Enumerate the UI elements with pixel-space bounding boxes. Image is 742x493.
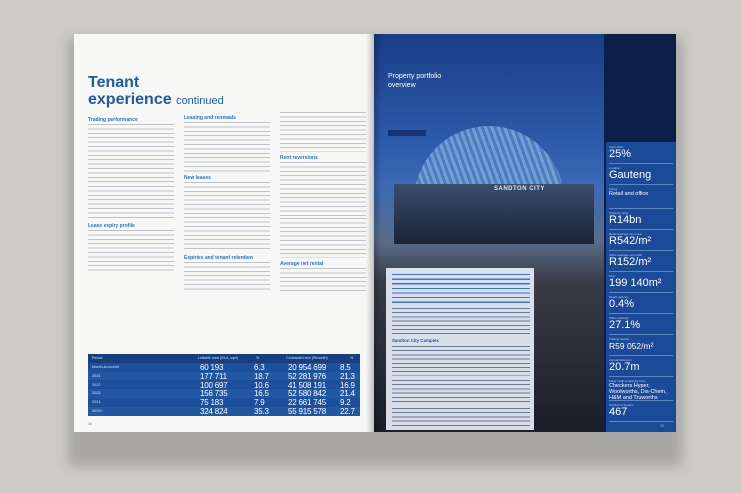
table-row bbox=[88, 372, 360, 381]
page-title bbox=[88, 74, 224, 110]
body-text-block bbox=[184, 262, 270, 292]
stat-label: Retail vacancy bbox=[609, 295, 629, 299]
section-title-line-1: Property portfolio bbox=[388, 73, 442, 80]
rent-cell: 52 281 976 bbox=[288, 371, 327, 381]
stat-divider bbox=[609, 355, 673, 356]
gla-cell: 100 697 bbox=[200, 380, 228, 390]
stat-label: Annual footcount bbox=[609, 358, 632, 362]
intro-panel bbox=[386, 268, 534, 430]
table-row bbox=[88, 398, 360, 407]
body-text-block bbox=[88, 124, 174, 184]
stat-label: Number of tenants bbox=[609, 403, 634, 407]
period-cell: 2024 bbox=[92, 400, 101, 405]
table-row bbox=[88, 363, 360, 372]
stat-value: R152/m² bbox=[609, 256, 652, 268]
stat-divider bbox=[609, 292, 673, 293]
heading-rent-reversions: Rent reversions bbox=[280, 155, 318, 161]
rent-cell: 55 915 578 bbox=[288, 407, 327, 416]
column-3 bbox=[280, 112, 366, 294]
column-1 bbox=[88, 114, 174, 276]
stat-value: 25% bbox=[609, 148, 632, 160]
body-text-block bbox=[280, 112, 366, 152]
period-cell: 2021 bbox=[92, 373, 101, 378]
right-page bbox=[374, 34, 676, 432]
stat-label: Office vacancy bbox=[609, 316, 629, 320]
section-title-line-2: overview bbox=[388, 82, 416, 89]
stat-label: Sector bbox=[609, 187, 618, 191]
title-line-1: Tenant bbox=[88, 74, 140, 91]
stat-value: 199 140m² bbox=[609, 277, 662, 289]
gla-cell: 60 193 bbox=[200, 363, 224, 372]
stat-value: Checkers Hyper, Woolworths, Dis-Chem, H&M and Truworths bbox=[609, 383, 667, 401]
stat-value: 20.7m bbox=[609, 361, 640, 373]
body-text-block bbox=[392, 308, 530, 334]
rent-cell: 20 954 699 bbox=[288, 363, 327, 372]
stat-label: Property value bbox=[609, 211, 629, 215]
gla-pct-cell: 18.7 bbox=[254, 371, 269, 381]
page-number: 34 bbox=[88, 422, 92, 426]
stat-divider bbox=[609, 313, 673, 314]
lease-expiry-table bbox=[88, 354, 360, 416]
stat-value: R542/m² bbox=[609, 235, 652, 247]
title-line-2: experience bbox=[88, 91, 172, 108]
heading-trading: Trading performance bbox=[88, 117, 138, 123]
table-header bbox=[88, 354, 360, 363]
rent-cell: 41 508 191 bbox=[288, 380, 327, 390]
gla-cell: 156 735 bbox=[200, 389, 228, 399]
intro-text-block bbox=[392, 274, 530, 304]
period-cell: Month-to-month bbox=[92, 365, 119, 369]
gla-pct-cell: 7.9 bbox=[254, 398, 265, 408]
body-text-block bbox=[392, 408, 530, 426]
heading-expiries: Expiries and tenant retention bbox=[184, 255, 253, 261]
gla-cell: 324 824 bbox=[200, 407, 228, 416]
stat-label: Office average net rental bbox=[609, 253, 642, 257]
stat-label: Ownership bbox=[609, 145, 624, 149]
stat-value: Gauteng bbox=[609, 169, 652, 181]
body-text-block bbox=[88, 230, 174, 274]
table-row bbox=[88, 381, 360, 390]
table-row bbox=[88, 407, 360, 416]
table-row bbox=[88, 389, 360, 398]
property-stats-panel bbox=[606, 142, 676, 432]
title-banner bbox=[388, 130, 426, 136]
header-pct-rent: % bbox=[350, 356, 354, 360]
body-text-block bbox=[280, 268, 366, 292]
column-2 bbox=[184, 112, 270, 294]
rent-pct-cell: 8.5 bbox=[340, 363, 351, 372]
gla-cell: 177 711 bbox=[200, 371, 227, 381]
complex-heading: Sandton City Complex bbox=[392, 338, 439, 343]
body-text-block bbox=[88, 186, 174, 220]
stat-value: 27.1% bbox=[609, 319, 641, 331]
gla-pct-cell: 16.5 bbox=[254, 389, 269, 399]
body-text-block bbox=[184, 122, 270, 172]
stat-value: 467 bbox=[609, 406, 628, 418]
heading-lease-expiry: Lease expiry profile bbox=[88, 223, 135, 229]
section-title bbox=[388, 72, 441, 90]
rent-cell: 22 661 745 bbox=[288, 398, 327, 408]
page-number: 35 bbox=[660, 424, 664, 428]
header-period: Period bbox=[92, 356, 103, 360]
gla-pct-cell: 6.3 bbox=[254, 363, 265, 372]
stat-divider bbox=[609, 421, 673, 422]
gla-pct-cell: 10.6 bbox=[254, 380, 269, 390]
rent-pct-cell: 9.2 bbox=[340, 398, 351, 408]
stat-label: Major retail tenants by GLA bbox=[609, 379, 646, 383]
stat-label: Trading density bbox=[609, 337, 630, 341]
stat-value: R59 052/m² bbox=[609, 341, 654, 351]
heading-new-leases: New leases bbox=[184, 175, 211, 181]
stat-value: R14bn bbox=[609, 214, 642, 226]
stat-value: 0.4% bbox=[609, 298, 635, 310]
gla-pct-cell: 35.3 bbox=[254, 407, 269, 416]
building-sign: SANDTON CITY bbox=[494, 186, 545, 192]
stat-label: Location bbox=[609, 166, 621, 170]
rent-pct-cell: 21.4 bbox=[340, 389, 355, 399]
period-cell: 2022 bbox=[92, 382, 101, 387]
rent-pct-cell: 22.7 bbox=[340, 407, 355, 416]
stat-divider bbox=[609, 334, 673, 335]
stat-divider bbox=[609, 271, 673, 272]
stat-divider bbox=[609, 163, 673, 164]
title-continued: continued bbox=[176, 95, 224, 107]
header-rent: Contracted rent (R/month) bbox=[286, 356, 328, 360]
heading-leasing: Leasing and renewals bbox=[184, 115, 236, 121]
rent-cell: 52 580 842 bbox=[288, 389, 327, 399]
heading-average-rental: Average net rental bbox=[280, 261, 324, 267]
body-text-block bbox=[392, 346, 530, 376]
stat-label: GLA bbox=[609, 274, 616, 278]
building-facade bbox=[394, 184, 594, 244]
period-cell: 2025+ bbox=[92, 409, 103, 413]
header-gla: Lettable area (GLA, sqm) bbox=[198, 356, 239, 360]
body-text-block bbox=[184, 182, 270, 252]
stat-divider bbox=[609, 229, 673, 230]
body-text-block bbox=[280, 218, 366, 258]
stat-value: Retail and office bbox=[609, 191, 649, 197]
stat-divider bbox=[609, 400, 673, 401]
rent-pct-cell: 21.3 bbox=[340, 371, 355, 381]
left-page bbox=[74, 34, 374, 432]
header-pct-gla: % bbox=[256, 356, 260, 360]
stat-label: Retail average net rental bbox=[609, 232, 642, 236]
rent-pct-cell: 16.9 bbox=[340, 380, 355, 390]
body-text-block bbox=[392, 380, 530, 404]
period-cell: 2023 bbox=[92, 391, 101, 396]
gla-cell: 75 183 bbox=[200, 398, 224, 408]
stat-divider bbox=[609, 208, 673, 209]
stat-divider bbox=[609, 184, 673, 185]
body-text-block bbox=[280, 162, 366, 216]
stat-divider bbox=[609, 376, 673, 377]
stat-divider bbox=[609, 250, 673, 251]
